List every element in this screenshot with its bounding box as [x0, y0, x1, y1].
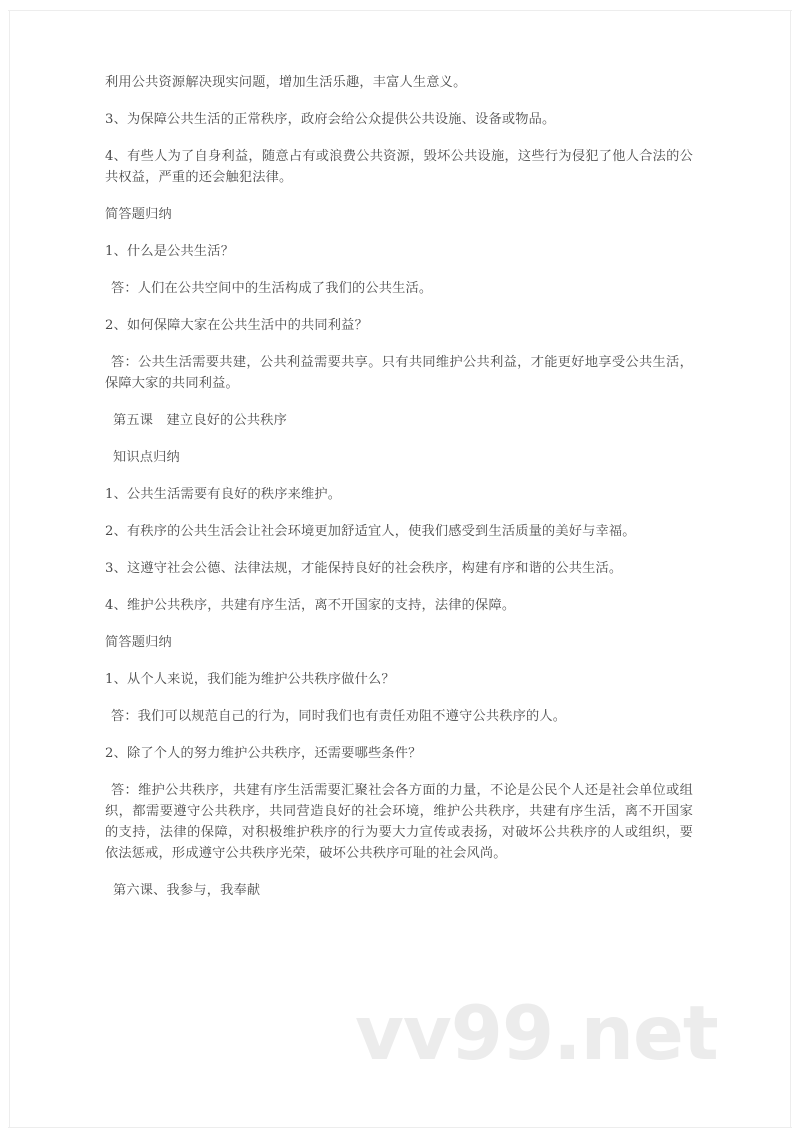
- p-point-4: 4、有些人为了自身利益，随意占有或浪费公共资源，毁坏公共设施，这些行为侵犯了他人合法的公共权益，严重的还会触犯法律。: [105, 149, 693, 185]
- p-q2-lesson5: 2、除了个人的努力维护公共秩序，还需要哪些条件？: [105, 746, 422, 761]
- p-q1-lesson4: 1、什么是公共生活？: [105, 244, 235, 259]
- p-heading-knowledge: 知识点归纳: [113, 450, 180, 465]
- p-heading-short-answer-1: 简答题归纳: [105, 207, 172, 222]
- p-k3: 3、这遵守社会公德、法律法规，才能保持良好的社会秩序，构建有序和谐的公共生活。: [105, 561, 623, 576]
- p-k1: 1、公共生活需要有良好的秩序来维护。: [105, 487, 342, 502]
- page-border-top: [8, 10, 792, 11]
- p-lesson-6-title: 第六课、我参与，我奉献: [113, 883, 261, 898]
- p-a1-lesson5: 答：我们可以规范自己的行为，同时我们也有责任劝阻不遵守公共秩序的人。: [111, 709, 567, 724]
- p-a1-lesson4: 答：人们在公共空间中的生活构成了我们的公共生活。: [111, 281, 433, 296]
- p-heading-short-answer-2: 简答题归纳: [105, 635, 172, 650]
- p-point-3: 3、为保障公共生活的正常秩序，政府会给公众提供公共设施、设备或物品。: [105, 112, 556, 127]
- document-body: [105, 72, 693, 917]
- p-a2-lesson5: 答：维护公共秩序，共建有序生活需要汇聚社会各方面的力量，不论是公民个人还是社会单位或组织，都需要遵守公共秩序，共同营造良好的社会环境，维护公共秩序，共建有序生活，离不开国家的支持，法律的保障，对积极维护秩序的行为要大力宣传或表扬，对破坏公共秩序的人或组织，要依法惩戒，形成遵守公共秩序光荣，破坏公共秩序可耻的社会风尚。: [105, 783, 693, 861]
- page-border-left: [9, 10, 10, 1128]
- p-q2-lesson4: 2、如何保障大家在公共生活中的共同利益？: [105, 318, 368, 333]
- p-a2-lesson4: 答：公共生活需要共建，公共利益需要共享。只有共同维护公共利益，才能更好地享受公共生活，保障大家的共同利益。: [105, 355, 693, 391]
- p-k4: 4、维护公共秩序，共建有序生活，离不开国家的支持，法律的保障。: [105, 598, 516, 613]
- page-border-bottom: [8, 1127, 792, 1128]
- p-continued: 利用公共资源解决现实问题，增加生活乐趣，丰富人生意义。: [105, 75, 467, 90]
- p-q1-lesson5: 1、从个人来说，我们能为维护公共秩序做什么？: [105, 672, 395, 687]
- p-k2: 2、有秩序的公共生活会让社会环境更加舒适宜人，使我们感受到生活质量的美好与幸福。: [105, 524, 636, 539]
- p-lesson-5-title: 第五课 建立良好的公共秩序: [113, 413, 288, 428]
- page-border-right: [790, 10, 791, 1128]
- watermark: vv99.net: [355, 989, 718, 1077]
